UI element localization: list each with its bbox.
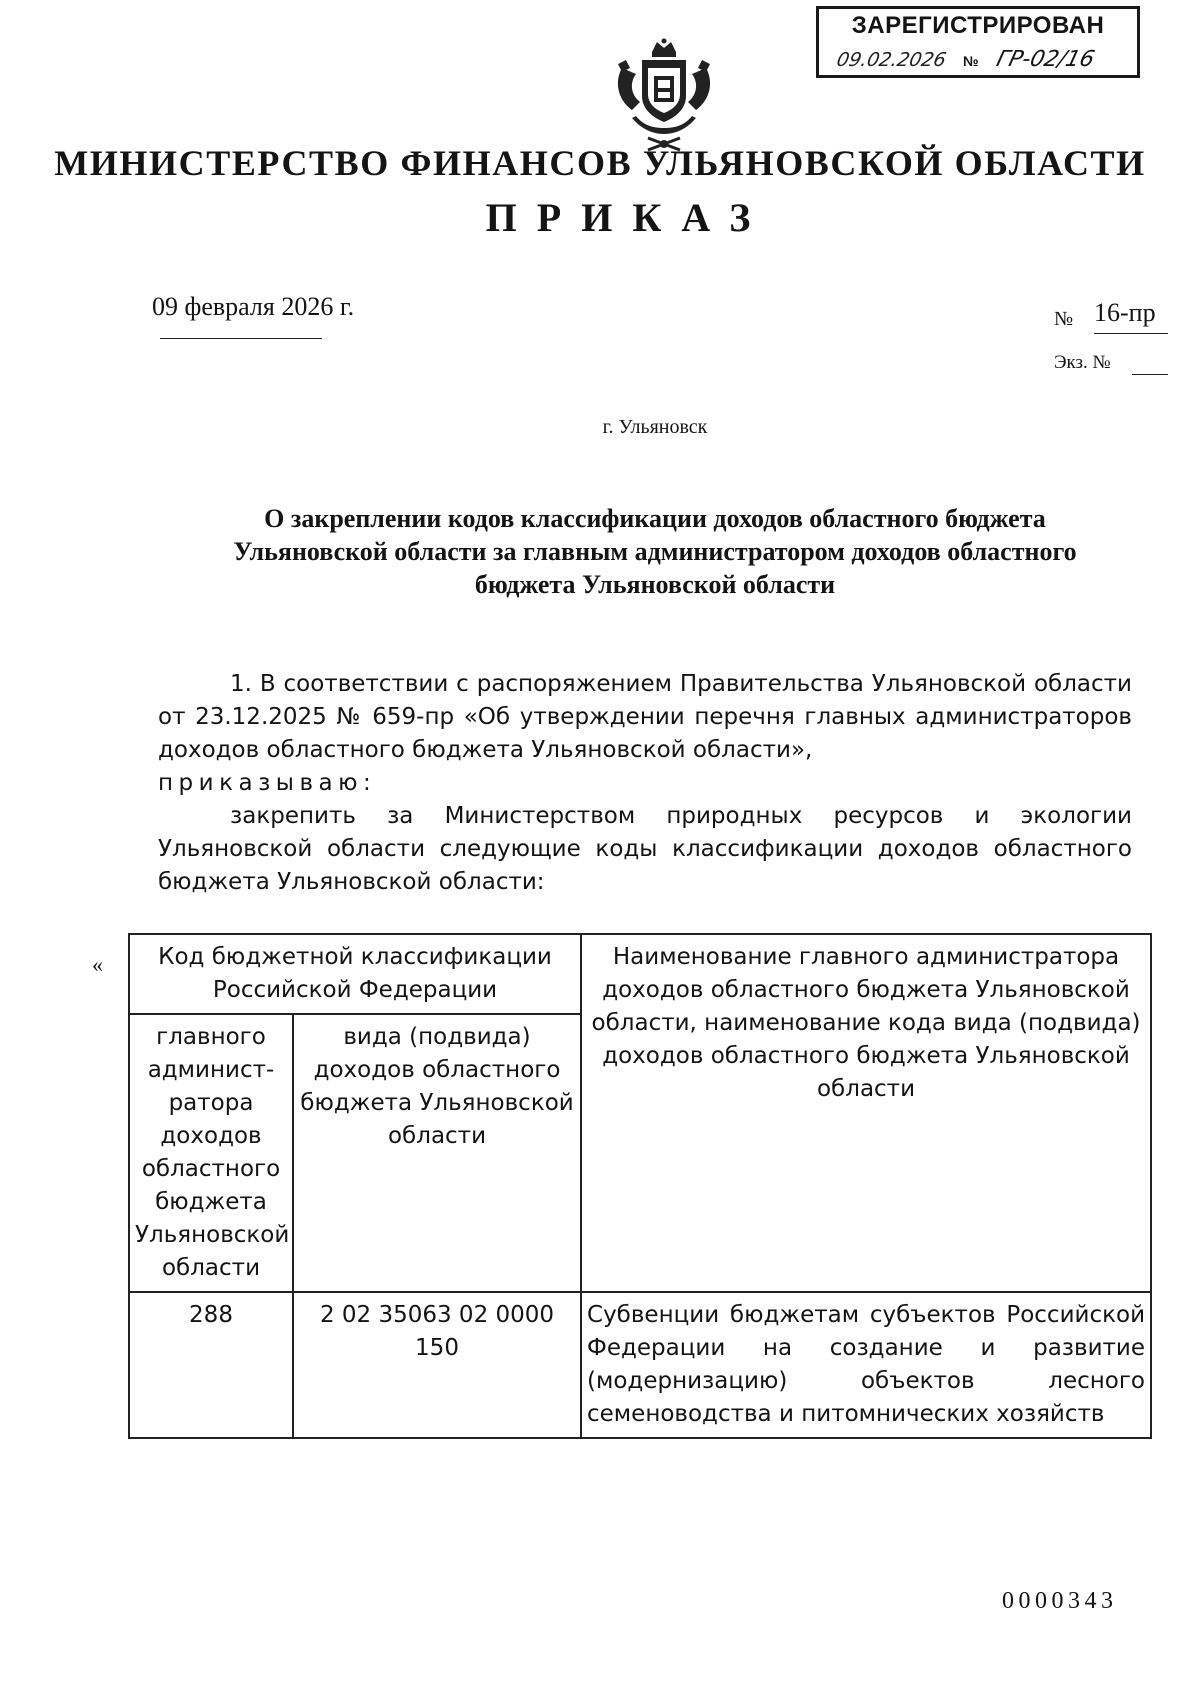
paragraph-1: 1. В соответствии с распоряжением Правительства Ульяновской области от 23.12.2025 № 659-пр «Об утверждении перечня главных администраторов доходов областного бюджета Ульяновской области», xyxy=(158,671,1132,763)
date-underline xyxy=(160,338,322,339)
stamp-number-label: № xyxy=(963,53,979,69)
stamp-number: ГР-02/16 xyxy=(993,47,1097,72)
stamp-title: ЗАРЕГИСТРИРОВАН xyxy=(851,12,1105,39)
cell-name: Субвенции бюджетам субъектов Российской Федерации на создание и развитие (модернизацию) объектов лесного семеноводства и питомнических хозяйств xyxy=(581,1292,1151,1438)
paragraph-2: закрепить за Министерством природных ресурсов и экологии Ульяновской области следующие коды классификации доходов областного бюджета Ульяновской области: xyxy=(158,803,1132,895)
order-word: приказываю: xyxy=(158,770,377,796)
copy-number-label: Экз. № xyxy=(1054,352,1111,373)
table-open-quote: « xyxy=(92,952,103,977)
serial-number: 0000343 xyxy=(1002,1588,1118,1614)
header-name: Наименование главного администратора доходов областного бюджета Ульяновской области, наименование кода вида (подвида) доходов областного бюджета Ульяновской области xyxy=(581,934,1151,1292)
stamp-line xyxy=(829,47,1127,77)
document-date: 09 февраля 2026 г. xyxy=(152,292,355,321)
city: г. Ульяновск xyxy=(602,416,708,438)
coat-of-arms-icon xyxy=(608,38,720,154)
table-header-row xyxy=(129,934,1151,1014)
document-body xyxy=(158,668,1132,899)
stamp-date: 09.02.2026 xyxy=(834,49,949,71)
number-underline xyxy=(1094,333,1168,334)
table-row xyxy=(129,1292,1151,1438)
document-number: 16-пр xyxy=(1094,298,1156,327)
cell-admin: 288 xyxy=(129,1292,293,1438)
number-label: № xyxy=(1054,308,1074,330)
income-codes-table xyxy=(128,933,1152,1439)
ministry-name: МИНИСТЕРСТВО ФИНАНСОВ УЛЬЯНОВСКОЙ ОБЛАСТИ xyxy=(54,143,1146,183)
document-subject: О закреплении кодов классификации доходов областного бюджета Ульяновской области за главным администратором доходов областного бюджета Ульяновской области xyxy=(233,504,1077,599)
header-budget-classification: Код бюджетной классификации Российской Федерации xyxy=(129,934,581,1014)
copy-number-blank xyxy=(1132,374,1168,375)
registration-stamp xyxy=(816,6,1140,78)
header-income-type-code: вида (подвида) доходов областного бюджета Ульяновской области xyxy=(293,1014,581,1292)
cell-code: 2 02 35063 02 0000 150 xyxy=(293,1292,581,1438)
document-type: ПРИКАЗ xyxy=(485,195,771,240)
header-admin-code: главного админист-ратора доходов областного бюджета Ульяновской области xyxy=(129,1014,293,1292)
